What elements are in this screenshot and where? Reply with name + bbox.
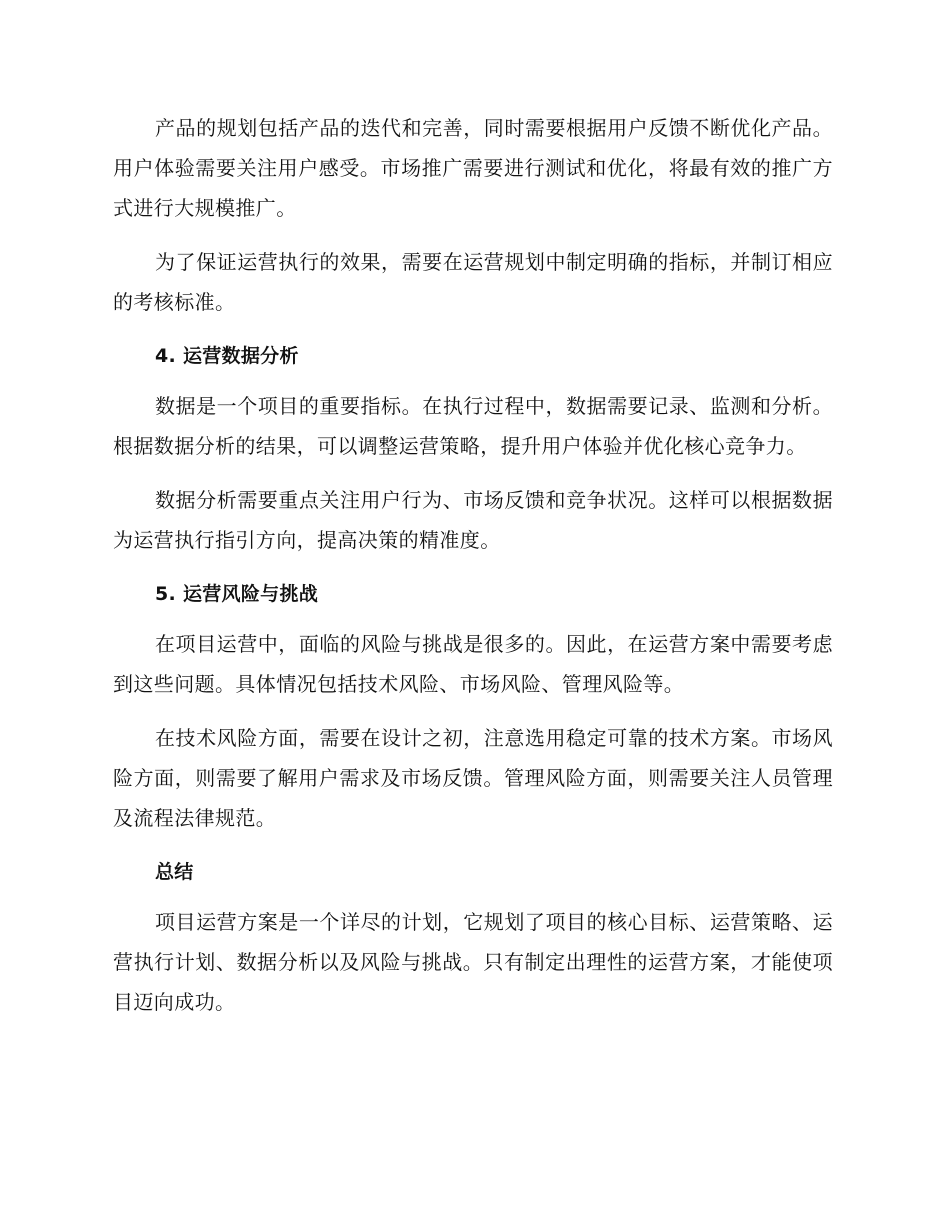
paragraph-summary: 项目运营方案是一个详尽的计划，它规划了项目的核心目标、运营策略、运营执行计划、数据分析以及风险与挑战。只有制定出理性的运营方案，才能使项目迈向成功。 [113, 910, 833, 1014]
paragraph-risk-overview: 在项目运营中，面临的风险与挑战是很多的。因此，在运营方案中需要考虑到这些问题。具体情况包括技术风险、市场风险、管理风险等。 [113, 632, 833, 696]
section-heading-summary: 总结 [155, 861, 194, 883]
document-body [113, 108, 833, 1036]
section-heading-risks: 5. 运营风险与挑战 [155, 583, 319, 605]
paragraph-data-focus: 数据分析需要重点关注用户行为、市场反馈和竞争状况。这样可以根据数据为运营执行指引方向，提高决策的精准度。 [113, 488, 833, 552]
paragraph-data-importance: 数据是一个项目的重要指标。在执行过程中，数据需要记录、监测和分析。根据数据分析的结果，可以调整运营策略，提升用户体验并优化核心竞争力。 [113, 394, 833, 458]
section-heading-data-analysis: 4. 运营数据分析 [155, 345, 299, 367]
paragraph-execution-metrics: 为了保证运营执行的效果，需要在运营规划中制定明确的指标，并制订相应的考核标准。 [113, 250, 833, 314]
paragraph-risk-details: 在技术风险方面，需要在设计之初，注意选用稳定可靠的技术方案。市场风险方面，则需要了解用户需求及市场反馈。管理风险方面，则需要关注人员管理及流程法律规范。 [113, 726, 833, 830]
paragraph-product-planning: 产品的规划包括产品的迭代和完善，同时需要根据用户反馈不断优化产品。用户体验需要关注用户感受。市场推广需要进行测试和优化，将最有效的推广方式进行大规模推广。 [113, 116, 833, 220]
